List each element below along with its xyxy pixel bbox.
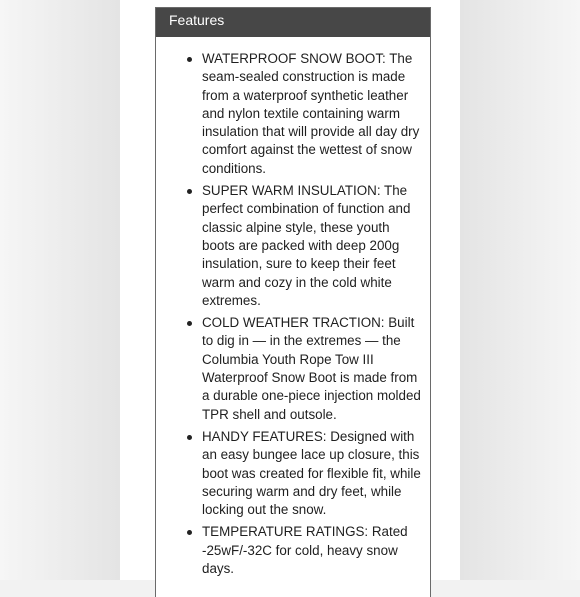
bullet-icon (187, 57, 192, 62)
feature-item-traction (202, 314, 422, 424)
feature-item-handy-features (202, 428, 422, 519)
features-list (156, 37, 430, 578)
feature-text: TEMPERATURE RATINGS: Rated -25wF/-32C for cold, heavy snow days. (202, 524, 408, 577)
feature-item-waterproof (202, 50, 422, 178)
features-panel (155, 7, 431, 597)
product-page (120, 0, 460, 580)
background-right (460, 0, 580, 580)
features-title: Features (169, 12, 225, 28)
feature-text: SUPER WARM INSULATION: The perfect combination of function and classic alpine style, these youth boots are packed with deep 200g insulation, sure to keep their feet warm and cozy in the cold white extremes. (202, 183, 411, 308)
bullet-icon (187, 435, 192, 440)
bullet-icon (187, 321, 192, 326)
feature-text: COLD WEATHER TRACTION: Built to dig in — in the extremes — the Columbia Youth Rope Tow III Waterproof Snow Boot is made from a durable one-piece injection molded TPR shell and outsole. (202, 315, 421, 422)
bullet-icon (187, 530, 192, 535)
feature-text: HANDY FEATURES: Designed with an easy bungee lace up closure, this boot was created for flexible fit, while securing warm and dry feet, while locking out the snow. (202, 428, 421, 518)
features-panel-header (156, 8, 430, 37)
feature-item-insulation (202, 182, 422, 310)
feature-text: WATERPROOF SNOW BOOT: The seam-sealed construction is made from a waterproof synthetic leather and nylon textile containing warm insulation that will provide all day dry comfort against the wettest of snow conditions. (202, 51, 420, 176)
feature-item-temperature (202, 523, 422, 578)
bullet-icon (187, 189, 192, 194)
background-left (0, 0, 120, 580)
